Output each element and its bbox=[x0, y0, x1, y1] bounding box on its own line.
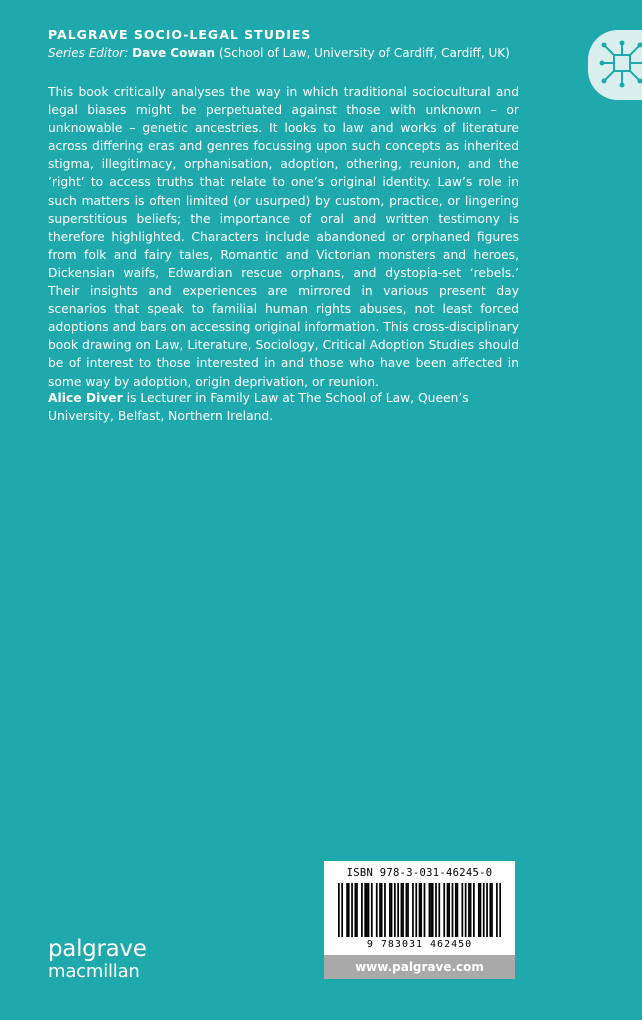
barcode-bar bbox=[341, 883, 343, 937]
barcode-bar bbox=[419, 883, 421, 937]
barcode-bar bbox=[406, 883, 408, 937]
barcode-bar bbox=[415, 883, 417, 937]
author-bio-text: is Lecturer in Family Law at The School of Law, Queen’s University, Belfast, Northern Ireland. bbox=[48, 391, 469, 424]
book-description: This book critically analyses the way in which traditional sociocultural and legal biases might be perpetuated against those with unknown – or unknowable – genetic ancestries. It looks to law and works of literature across differing eras and genres focussing upon such concepts as inherited stigma, illegitimacy, orphanisation, adoption, othering, reunion, and the ‘right’ to access truths that relate to one’s original identity. Law’s role in such matters is often limited (or usurped) by custom, practice, or lingering superstitious beliefs; the importance of oral and written testimony is therefore highlighted. Characters include abandoned or orphaned figures from folk and fairy tales, Romantic and Victorian monsters and heroes, Dickensian waifs, Edwardian rescue orphans, and dystopia-set ‘rebels.’ Their insights and experiences are mirrored in various present day scenarios that speak to familial human rights abuses, not least forced adoptions and bars on accessing original information. This cross-disciplinary book drawing on Law, Literature, Sociology, Critical Adoption Studies should be of interest to those interested in and those who have been affected in some way by adoption, origin deprivation, or reunion. bbox=[48, 85, 519, 389]
barcode-bar bbox=[381, 883, 383, 937]
series-editor-name: Dave Cowan bbox=[132, 46, 216, 60]
website-strip bbox=[324, 955, 515, 979]
barcode-bar bbox=[468, 883, 470, 937]
barcode-bar bbox=[430, 883, 432, 937]
barcode-bar bbox=[348, 883, 350, 937]
barcode-bar bbox=[384, 883, 386, 937]
barcode-bar bbox=[376, 883, 378, 937]
barcode-bar bbox=[499, 883, 501, 937]
barcode-bar bbox=[447, 883, 449, 937]
barcode-bar bbox=[438, 883, 440, 937]
barcode-bar bbox=[356, 883, 358, 937]
barcode-bar bbox=[424, 883, 426, 937]
barcode-bar bbox=[443, 883, 445, 937]
barcode-bar bbox=[478, 883, 480, 937]
barcode-bar bbox=[491, 883, 493, 937]
series-title: PALGRAVE SOCIO-LEGAL STUDIES bbox=[48, 27, 312, 42]
barcode-bar bbox=[407, 883, 409, 937]
barcode-bar bbox=[346, 883, 348, 937]
barcode-bar bbox=[364, 883, 366, 937]
barcode-bar bbox=[368, 883, 370, 937]
barcode-bar bbox=[379, 883, 381, 937]
barcode-bar bbox=[420, 883, 422, 937]
barcode-bar bbox=[455, 883, 457, 937]
publisher-logo-palgrave: palgrave bbox=[48, 936, 147, 962]
barcode-bar bbox=[391, 883, 393, 937]
barcode-bar bbox=[401, 883, 403, 937]
palgrave-network-icon bbox=[598, 39, 642, 89]
barcode-bar bbox=[366, 883, 368, 937]
author-name: Alice Diver bbox=[48, 391, 123, 405]
barcode-bar bbox=[354, 883, 356, 937]
barcode bbox=[338, 883, 501, 939]
barcode-bar bbox=[429, 883, 431, 937]
barcode-bar bbox=[351, 883, 353, 937]
barcode-bar bbox=[361, 883, 363, 937]
barcode-bar bbox=[470, 883, 472, 937]
isbn-label: ISBN 978-3-031-46245-0 bbox=[346, 867, 493, 879]
barcode-bar bbox=[432, 883, 434, 937]
isbn-barcode-box bbox=[324, 861, 515, 955]
barcode-bar bbox=[496, 883, 498, 937]
barcode-bar bbox=[394, 883, 396, 937]
barcode-bar bbox=[397, 883, 399, 937]
barcode-bar bbox=[489, 883, 491, 937]
barcode-bar bbox=[465, 883, 467, 937]
series-editor-affiliation: (School of Law, University of Cardiff, Cardiff, UK) bbox=[218, 46, 510, 60]
barcode-bar bbox=[461, 883, 463, 937]
barcode-bar bbox=[480, 883, 482, 937]
barcode-bar bbox=[435, 883, 437, 937]
barcode-bar bbox=[412, 883, 414, 937]
barcode-bar bbox=[448, 883, 450, 937]
series-editor-label: Series Editor: bbox=[48, 46, 129, 60]
publisher-logo-badge bbox=[588, 30, 642, 100]
barcode-bar bbox=[452, 883, 454, 937]
barcode-bar bbox=[483, 883, 485, 937]
series-editor bbox=[48, 46, 510, 60]
barcode-digits: 9 783031 462450 bbox=[366, 939, 473, 950]
barcode-bar bbox=[371, 883, 373, 937]
barcode-bar bbox=[389, 883, 391, 937]
barcode-bar bbox=[402, 883, 404, 937]
website-url[interactable]: www.palgrave.com bbox=[355, 960, 484, 974]
barcode-bar bbox=[486, 883, 488, 937]
publisher-logo-macmillan: macmillan bbox=[48, 961, 140, 982]
author-bio bbox=[48, 389, 519, 425]
barcode-bar bbox=[473, 883, 475, 937]
barcode-bar bbox=[457, 883, 459, 937]
barcode-bar bbox=[338, 883, 340, 937]
